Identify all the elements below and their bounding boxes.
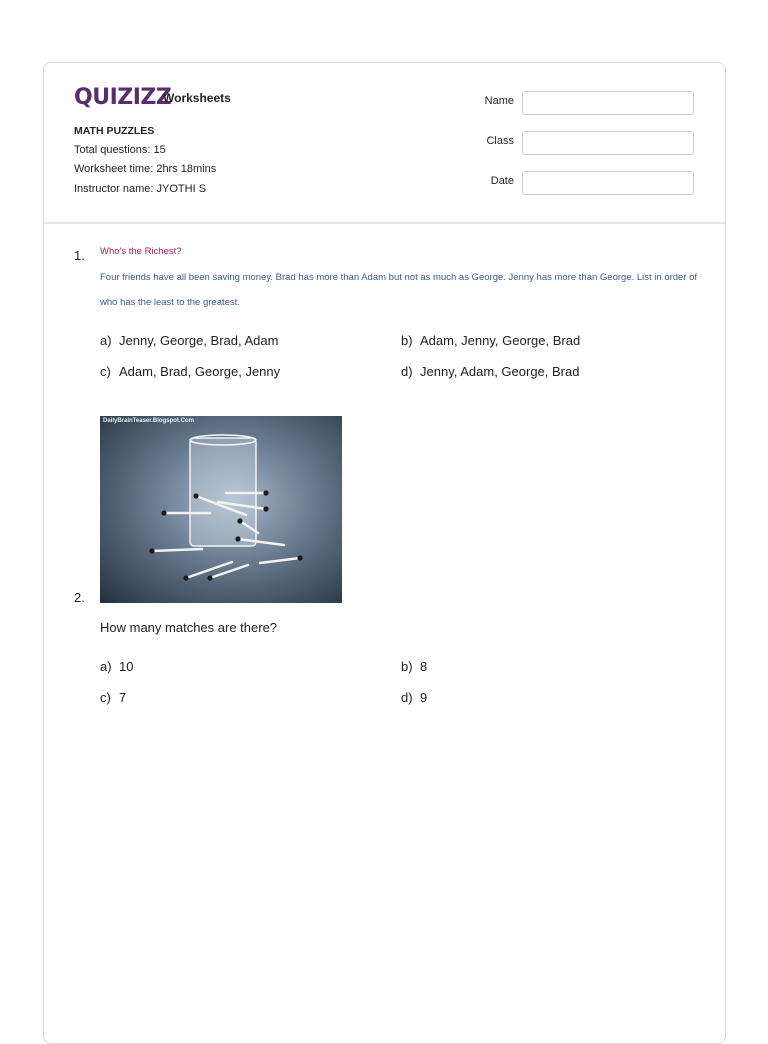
option-letter: d) bbox=[401, 364, 413, 379]
instructor-name: Instructor name: JYOTHI S bbox=[74, 183, 207, 195]
question-text: Four friends have all been saving money. Brad has more than Adam but not as much as George. Jenny has more than George. List in order of who has the least to the greatest. bbox=[100, 272, 698, 308]
option-text: 7 bbox=[119, 690, 127, 705]
question-text: How many matches are there? bbox=[100, 620, 278, 635]
option-text: Jenny, George, Brad, Adam bbox=[119, 333, 279, 348]
option-text: Jenny, Adam, George, Brad bbox=[420, 364, 580, 379]
class-label: Class bbox=[486, 135, 514, 147]
worksheet-time: Worksheet time: 2hrs 18mins bbox=[74, 163, 217, 175]
quizizz-logo: QUIZIZZ bbox=[74, 85, 172, 110]
date-label: Date bbox=[490, 175, 514, 187]
date-field[interactable] bbox=[522, 171, 694, 195]
image-watermark: DailyBrainTeaser.Blogspot.Com bbox=[103, 418, 194, 424]
answer-option-b[interactable] bbox=[401, 659, 427, 674]
option-text: 10 bbox=[119, 659, 134, 674]
total-questions: Total questions: 15 bbox=[74, 144, 166, 156]
answer-option-c[interactable] bbox=[100, 690, 126, 705]
option-text: 9 bbox=[420, 690, 428, 705]
question-number: 1. bbox=[74, 248, 85, 263]
answer-option-d[interactable] bbox=[401, 690, 427, 705]
option-letter: a) bbox=[100, 659, 112, 674]
option-letter: d) bbox=[401, 690, 413, 705]
option-letter: a) bbox=[100, 333, 112, 348]
matches-puzzle-image bbox=[100, 416, 342, 603]
answer-option-a[interactable] bbox=[100, 333, 278, 348]
answer-option-a[interactable] bbox=[100, 659, 133, 674]
option-letter: c) bbox=[100, 690, 111, 705]
name-label: Name bbox=[484, 95, 514, 107]
question-number: 2. bbox=[74, 590, 85, 605]
option-text: Adam, Jenny, George, Brad bbox=[420, 333, 581, 348]
worksheet-card bbox=[43, 62, 726, 1044]
answer-option-d[interactable] bbox=[401, 364, 579, 379]
worksheet-title: MATH PUZZLES bbox=[74, 125, 155, 137]
worksheet-header bbox=[44, 63, 725, 224]
answer-option-b[interactable] bbox=[401, 333, 580, 348]
option-letter: b) bbox=[401, 333, 413, 348]
name-field[interactable] bbox=[522, 91, 694, 115]
option-letter: b) bbox=[401, 659, 413, 674]
option-text: Adam, Brad, George, Jenny bbox=[119, 364, 281, 379]
matches-illustration bbox=[100, 416, 342, 603]
option-letter: c) bbox=[100, 364, 111, 379]
answer-option-c[interactable] bbox=[100, 364, 280, 379]
brand-subtitle: Worksheets bbox=[163, 91, 231, 105]
question-title: Who's the Richest? bbox=[100, 246, 182, 257]
option-text: 8 bbox=[420, 659, 428, 674]
class-field[interactable] bbox=[522, 131, 694, 155]
